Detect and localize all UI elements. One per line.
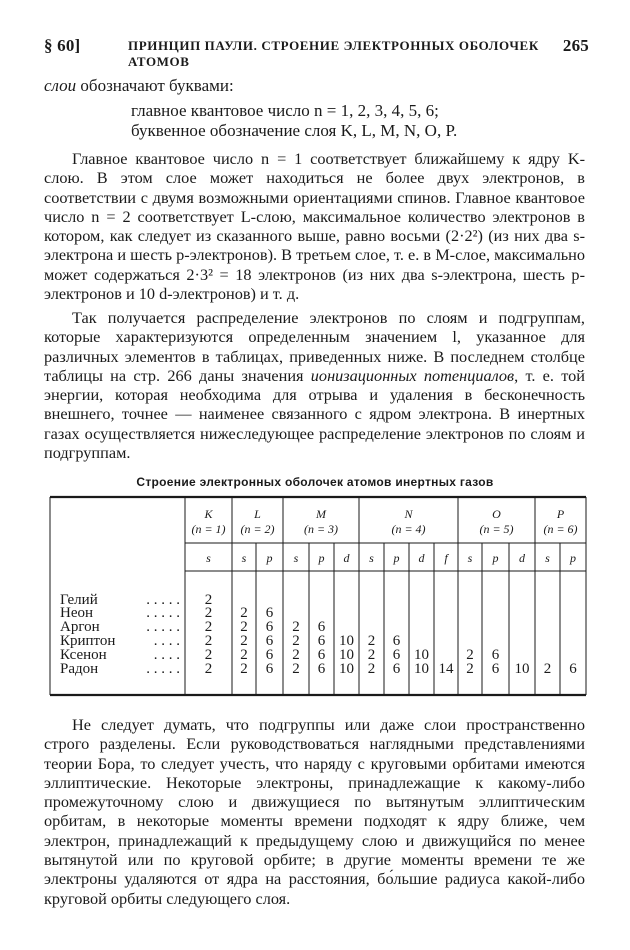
electron-count: 10 [414,661,429,677]
electron-count: 6 [491,661,500,677]
subshell-label: s [241,551,247,565]
element-name: Гелий [60,592,98,608]
element-name: Радон [60,661,99,677]
formula-line-2: буквенное обозначение слоя K, L, M, N, O, P. [131,121,458,140]
electron-count: 10 [339,633,354,649]
shell-letter: N [404,507,413,521]
shell-quantum-number: (n = 6) [543,522,578,536]
electron-count: 2 [292,619,300,635]
electron-count: 10 [414,647,429,663]
electron-count: 2 [367,633,376,649]
electron-count: 6 [392,647,401,663]
subshell-label: p [570,551,576,565]
shell-letter: L [254,507,261,521]
shell-quantum-number: (n = 3) [303,522,339,536]
element-name: Неон [60,605,94,621]
table-caption: Строение электронных оболочек атомов инертных газов [136,475,494,489]
lead-rest: обозначают буквами: [76,76,234,95]
subshell-label: p [318,551,325,565]
electron-count: 2 [204,605,213,621]
shell-letter: O [492,507,501,521]
shell-quantum-number: (n = 1) [191,522,226,536]
paragraph-2-part-a: Так получается распределение электронов по слоям и подгруппам, которые характеризуются определенным значением l, указанное для различных элементов в таблицах, приведенных ниже. В последнем столбце таблицы на стр. 266 даны значения [44,308,585,385]
electron-count: 2 [204,647,213,663]
paragraph-2-part-b: , т. е. той энергии, которая необходима для отрыва и удаления в бесконечность внешнего, точнее — наименее связанного с ядром электрона. В инертных газах осуществляется нижеследующее распределение электронов по слоям и подгруппам. [44,365,585,463]
electron-count: 6 [569,661,577,677]
paragraph-2-italic: ионизационных потенциалов [310,365,515,385]
subshell-label: s [206,551,211,565]
section-number: § 60] [44,36,81,55]
electron-count: 10 [339,661,354,677]
electron-count: 2 [240,661,248,677]
chapter-title: ПРИНЦИП ПАУЛИ. СТРОЕНИЕ ЭЛЕКТРОННЫХ ОБОЛОЧЕК АТОМОВ [128,38,539,69]
shell-quantum-number: (n = 4) [391,522,426,536]
electron-count: 2 [292,647,300,663]
shell-letter: K [204,507,213,521]
leader-dots: . . . . . [146,619,180,635]
subshell-label: f [444,551,448,565]
page-number: 265 [562,36,589,55]
electron-count: 6 [491,647,500,663]
subshell-label: p [266,551,273,565]
subshell-label: s [467,551,473,565]
electron-count: 2 [466,647,474,663]
electron-count: 6 [265,647,274,663]
subshell-label: s [369,551,374,565]
electron-count: 2 [240,619,248,635]
electron-count: 2 [367,647,376,663]
shell-letter: M [316,507,326,521]
subshell-label: p [492,551,499,565]
subshell-label: p [393,551,400,565]
shell-letter: P [556,507,565,521]
electron-count: 6 [317,633,326,649]
electron-count: 6 [392,633,401,649]
leader-dots: . . . . . [146,661,180,677]
leader-dots: . . . . . [146,592,180,608]
electron-count: 6 [265,661,274,677]
electron-count: 2 [543,661,552,677]
electron-count: 6 [317,661,326,677]
paragraph-2 [44,308,585,462]
subshell-label: d [343,551,350,565]
element-name: Криптон [60,633,116,649]
electron-count: 6 [265,633,274,649]
electron-count: 2 [466,661,474,677]
electron-count: 10 [339,647,354,663]
element-name: Аргон [60,619,100,635]
electron-count: 2 [204,592,213,608]
paragraph-1: Главное квантовое число n = 1 соответствует ближайшему к ядру K-слою. В этом слое может находиться не более двух электронов, в соответствии с двумя возможными ориентациями спинов. Главное квантовое число n = 2 соответствует L-слою, максимальное количество электронов в котором, как следует из сказанного выше, равно восьми (2·2²) (из них два s-электрона и шесть p-электронов). В третьем слое, т. е. в M-слое, максимально может содержаться 2·3² = 18 электронов (из них два s-электрона, шесть p-электронов и 10 d-электронов) и т. д. [44,149,585,304]
subshell-label: s [293,551,299,565]
electron-count: 6 [265,605,274,621]
electron-count: 2 [204,619,213,635]
electron-count: 2 [204,633,213,649]
shell-quantum-number: (n = 2) [240,522,275,536]
electron-count: 6 [317,619,326,635]
subshell-label: d [418,551,425,565]
electron-count: 10 [514,661,530,677]
shell-quantum-number: (n = 5) [479,522,514,536]
paragraph-3: Не следует думать, что подгруппы или даже слои пространственно строго разделены. Если руководствоваться наглядными представлениями теории Бора, то следует учесть, что наряду с круговыми орбитами имеются эллиптические. Некоторые электроны, принадлежащие к какому-либо промежуточному слою и движущиеся по вытянутым эллиптическим орбитам, в некоторые моменты времени подходят к ядру ближе, чем электрон, принадлежащий к предыдущему слою и движущийся по менее вытянутой или по круговой орбите; в другие моменты времени те же электроны удаляются от ядра на расстояния, бо́льшие радиуса какой-либо круговой орбиты следующего слоя. [44,715,585,908]
leader-dots: . . . . . [146,605,180,621]
electron-count: 6 [265,619,274,635]
electron-count: 2 [292,633,300,649]
electron-count: 2 [240,647,248,663]
electron-count: 2 [292,661,300,677]
electron-count: 6 [392,661,401,677]
electron-count: 2 [204,661,213,677]
lead-italic: слои [44,76,77,95]
leader-dots: . . . . [153,633,180,649]
electron-count: 14 [438,661,454,677]
formula-line-1: главное квантовое число n = 1, 2, 3, 4, 5, 6; [131,101,439,120]
electron-count: 6 [317,647,326,663]
electron-count: 2 [240,633,248,649]
electron-count: 2 [240,605,248,621]
lead-line [44,76,234,96]
leader-dots: . . . . [153,647,180,663]
subshell-label: d [519,551,525,565]
subshell-label: s [545,551,550,565]
element-name: Ксенон [60,647,107,663]
electron-count: 2 [367,661,376,677]
